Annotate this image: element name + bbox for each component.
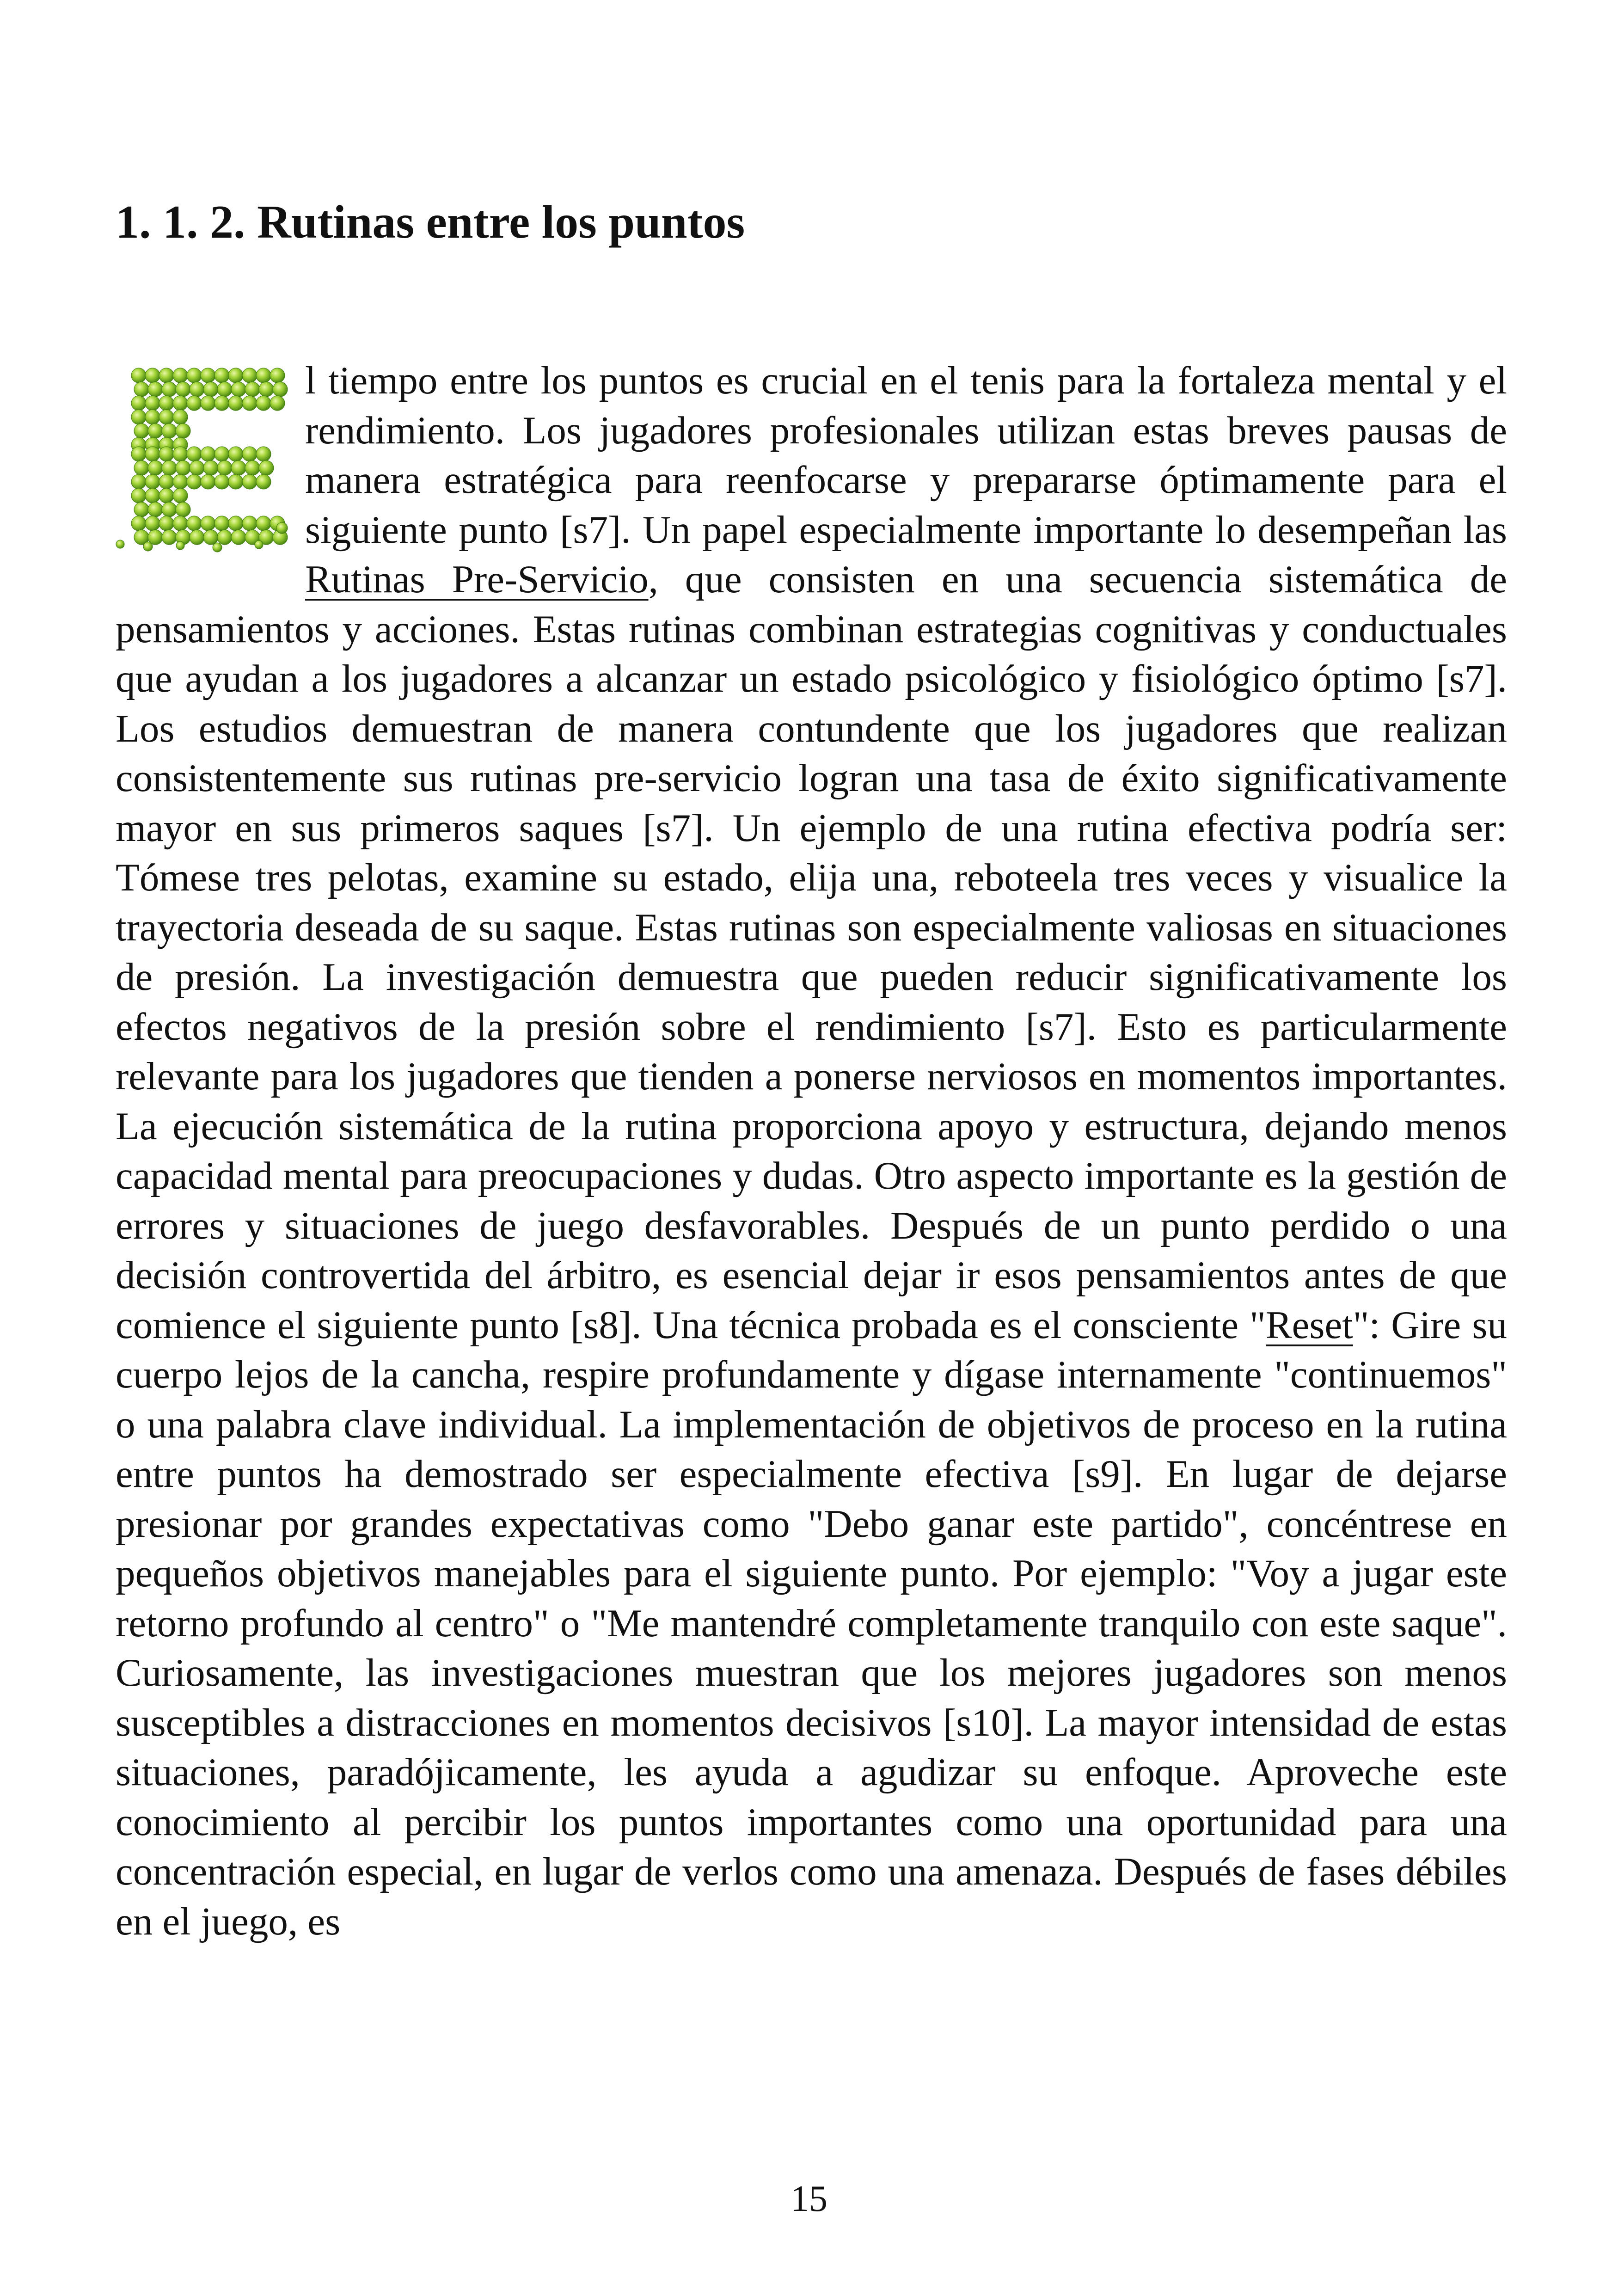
- link-reset[interactable]: Reset: [1265, 1303, 1353, 1347]
- page-number: 15: [791, 2179, 827, 2219]
- paragraph-text-3: ": Gire su cuerpo lejos de la cancha, respire profundamente y dígase internamente "continuemos" o una palabra clave individual. La implementación de objetivos de proceso en la rutina entre puntos ha demostrado ser especialmente efectiva [s9]. En lugar de dejarse presionar por grandes expectativas como "Debo ganar este partido", concéntrese en pequeños objetivos manejables para el siguiente punto. Por ejemplo: "Voy a jugar este retorno profundo al centro" o "Me mantendré completamente tranquilo con este saque". Curiosamente, las investigaciones muestran que los mejores jugadores son menos susceptibles a distracciones en momentos decisivos [s10]. La mayor intensidad de estas situaciones, paradójicamente, les ayuda a agudizar su enfoque. Aproveche este conocimiento al percibir los puntos importantes como una oportunidad para una concentración especial, en lugar de verlos como una amenaza. Después de fases débiles en el juego, es: [116, 1303, 1507, 1943]
- section-heading: 1. 1. 2. Rutinas entre los puntos: [116, 196, 745, 248]
- link-rutinas-pre-servicio[interactable]: Rutinas Pre-Servicio: [305, 558, 649, 601]
- body-paragraph: [116, 356, 1507, 1946]
- dropcap-letter-e-image: [111, 362, 291, 556]
- tennis-ball-letter-e-icon: [111, 362, 291, 556]
- paragraph-text-2: , que consisten en una secuencia sistemática de pensamientos y acciones. Estas rutinas combinan estrategias cognitivas y conductuales que ayudan a los jugadores a alcanzar un estado psicológico y fisiológico óptimo [s7]. Los estudios demuestran de manera contundente que los jugadores que realizan consistentemente sus rutinas pre-servicio logran una tasa de éxito significativamente mayor en sus primeros saques [s7]. Un ejemplo de una rutina efectiva podría ser: Tómese tres pelotas, examine su estado, elija una, reboteela tres veces y visualice la trayectoria deseada de su saque. Estas rutinas son especialmente valiosas en situaciones de presión. La investigación demuestra que pueden reducir significativamente los efectos negativos de la presión sobre el rendimiento [s7]. Esto es particularmente relevante para los jugadores que tienden a ponerse nerviosos en momentos importantes. La ejecución sistemática de la rutina proporciona apoyo y estructura, dejando menos capacidad mental para preocupaciones y dudas. Otro aspecto importante es la gestión de errores y situaciones de juego desfavorables. Después de un punto perdido o una decisión controvertida del árbitro, es esencial dejar ir esos pensamientos antes de que comience el siguiente punto [s8]. Una técnica probada es el consciente ": [116, 558, 1508, 1347]
- body-text-block: [116, 356, 1507, 1946]
- paragraph-text-1: l tiempo entre los puntos es crucial en el tenis para la fortaleza mental y el rendimiento. Los jugadores profesionales utilizan estas breves pausas de manera estratégica para reenfocarse y prepararse óptimamente para el siguiente punto [s7]. Un papel especialmente importante lo desempeñan las: [305, 359, 1507, 552]
